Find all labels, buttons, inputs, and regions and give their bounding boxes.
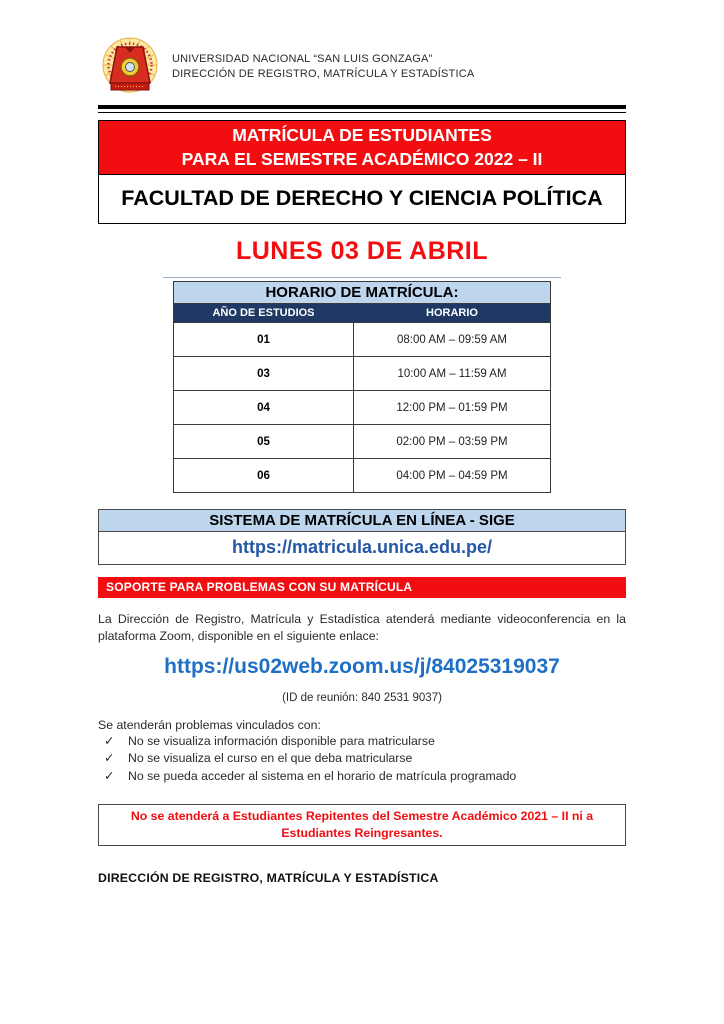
org-office: DIRECCIÓN DE REGISTRO, MATRÍCULA Y ESTADÍSTICA [172, 68, 475, 80]
table-row [174, 323, 551, 357]
support-paragraph: La Dirección de Registro, Matrícula y Estadística atenderá mediante videoconferencia en la plataforma Zoom, disponible en el siguiente enlace: [98, 612, 626, 643]
year-cell: 04 [174, 391, 354, 425]
issues-intro: Se atenderán problemas vinculados con: [98, 717, 321, 732]
time-cell: 04:00 PM – 04:59 PM [354, 459, 551, 493]
schedule-header-row [174, 304, 551, 323]
time-cell: 02:00 PM – 03:59 PM [354, 425, 551, 459]
list-item [98, 734, 626, 749]
org-name: UNIVERSIDAD NACIONAL “SAN LUIS GONZAGA” [172, 53, 433, 66]
letterhead [98, 36, 626, 98]
notice-text: No se atenderá a Estudiantes Repitentes del Semestre Académico 2021 – II ni a Estudiantes Reingresantes. [130, 809, 594, 840]
meeting-id: (ID de reunión: 840 2531 9037) [282, 691, 442, 704]
checkmark-icon: ✓ [104, 733, 115, 748]
table-row [174, 391, 551, 425]
table-row [174, 425, 551, 459]
issue-text: No se visualiza el curso en el que deba matricularse [128, 751, 413, 766]
date-heading: LUNES 03 DE ABRIL [235, 237, 489, 266]
year-cell: 01 [174, 323, 354, 357]
schedule-title-row [174, 282, 551, 304]
col-header-time: HORARIO [354, 304, 551, 323]
schedule-table [173, 281, 551, 493]
sige-url-link[interactable]: https://matricula.unica.edu.pe/ [99, 532, 625, 564]
year-cell: 05 [174, 425, 354, 459]
banner-line1: MATRÍCULA DE ESTUDIANTES [232, 125, 492, 145]
year-cell: 03 [174, 357, 354, 391]
issue-text: No se visualiza información disponible para matricularse [128, 733, 435, 748]
letterhead-text [172, 52, 474, 82]
checkmark-icon: ✓ [104, 751, 115, 766]
zoom-meeting-link[interactable]: https://us02web.zoom.us/j/84025319037 [164, 654, 560, 678]
notice-box [98, 804, 626, 846]
university-seal-icon [98, 36, 162, 98]
year-cell: 06 [174, 459, 354, 493]
list-item [98, 751, 626, 766]
sige-box [98, 509, 626, 565]
footer-office-title: DIRECCIÓN DE REGISTRO, MATRÍCULA Y ESTADÍSTICA [98, 871, 439, 886]
enrollment-banner [98, 120, 626, 175]
schedule-table-title: HORARIO DE MATRÍCULA: [174, 282, 551, 304]
time-cell: 12:00 PM – 01:59 PM [354, 391, 551, 425]
time-cell: 10:00 AM – 11:59 AM [354, 357, 551, 391]
support-section-bar: SOPORTE PARA PROBLEMAS CON SU MATRÍCULA [98, 577, 626, 598]
checkmark-icon: ✓ [104, 768, 115, 783]
faculty-title: FACULTAD DE DERECHO Y CIENCIA POLÍTICA [98, 175, 626, 224]
list-item [98, 769, 626, 784]
table-row [174, 357, 551, 391]
col-header-year: AÑO DE ESTUDIOS [174, 304, 354, 323]
header-divider [98, 105, 626, 113]
table-row [174, 459, 551, 493]
time-cell: 08:00 AM – 09:59 AM [354, 323, 551, 357]
issue-text: No se pueda acceder al sistema en el horario de matrícula programado [128, 768, 517, 783]
date-heading-block [163, 237, 561, 278]
banner-line2: PARA EL SEMESTRE ACADÉMICO 2022 – II [181, 148, 543, 169]
sige-title: SISTEMA DE MATRÍCULA EN LÍNEA - SIGE [99, 510, 625, 532]
